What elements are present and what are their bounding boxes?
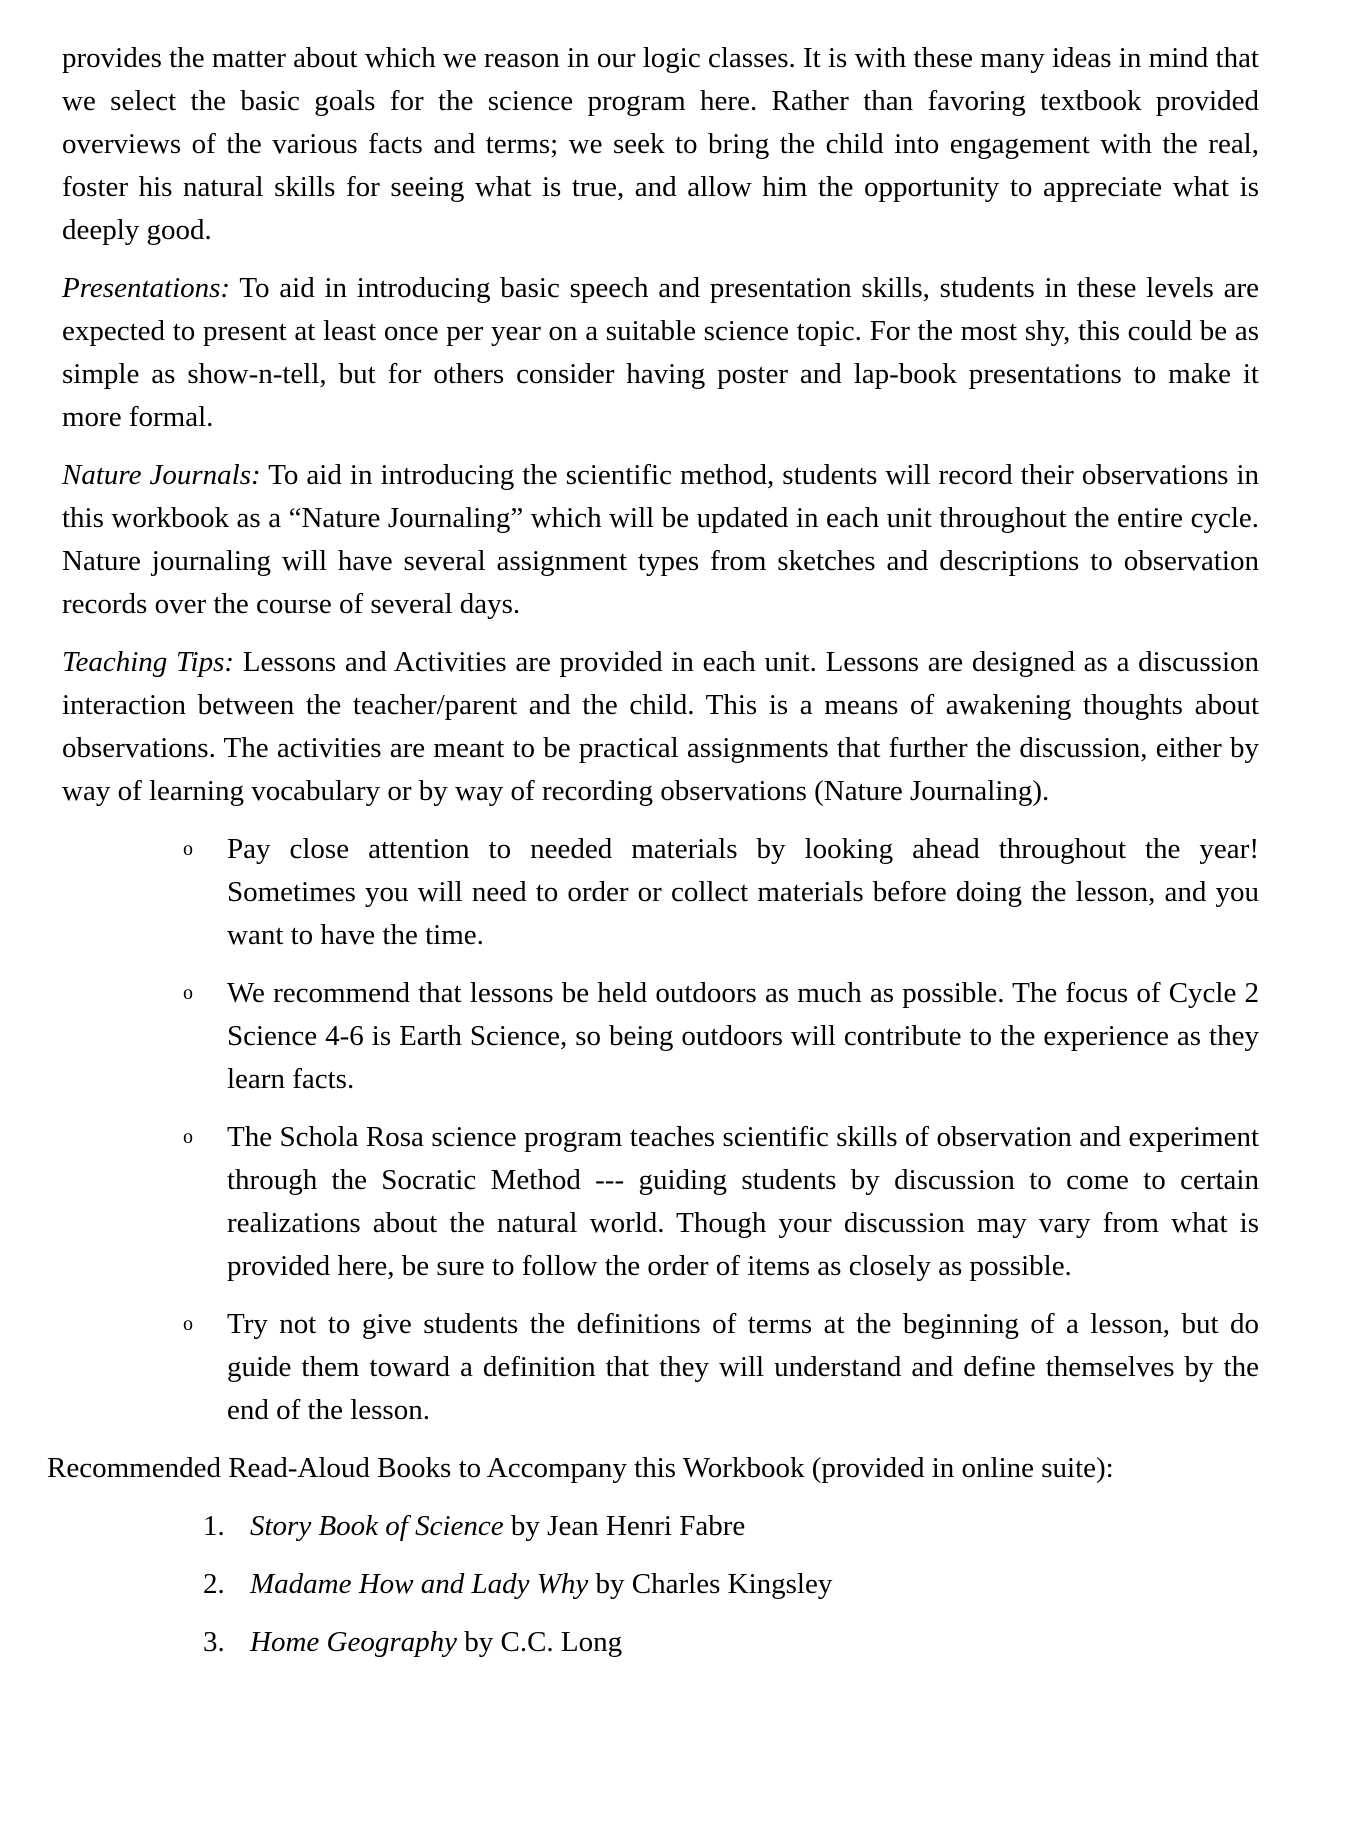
teaching-tips-heading: Teaching Tips: [62,646,235,678]
book-number: 2. [203,1568,225,1600]
presentations-paragraph [62,267,1267,439]
teaching-tips-list [62,828,1259,1432]
document-page [47,37,1267,1679]
tip-text: The Schola Rosa science program teaches scientific skills of observation and experiment through the Socratic Method --- guiding students by discussion to come to certain realizations about the natural world. Though your discussion may vary from what is provided here, be sure to follow the order of items as closely as possible. [227,1121,1259,1282]
book-author: by C.C. Long [456,1626,623,1658]
book-item [203,1621,1259,1664]
recommended-books-heading: Recommended Read-Aloud Books to Accompany this Workbook (provided in online suite): [47,1452,1114,1484]
book-number: 1. [203,1510,225,1542]
book-item [203,1563,1259,1606]
intro-paragraph [62,37,1259,252]
hollow-bullet-icon: o [183,1126,193,1148]
teaching-tips-paragraph [62,641,1259,813]
nature-journals-text: To aid in introducing the scientific method, students will record their observations in this workbook as a “Nature Journaling” which will be updated in each unit throughout the entire cycle. Nature journaling will have several assignment types from sketches and descriptions to observation records over the course of several days. [62,459,1259,620]
book-title: Madame How and Lady Why [250,1568,589,1600]
book-author: by Charles Kingsley [588,1568,833,1600]
presentations-text: To aid in introducing basic speech and presentation skills, students in these levels are expected to present at least once per year on a suitable science topic. For the most shy, this could be as simple as show-n-tell, but for others consider having poster and lap-book presentations to make it more formal. [62,272,1267,433]
list-item [183,972,1259,1101]
book-author: by Jean Henri Fabre [503,1510,746,1542]
tip-text: We recommend that lessons be held outdoors as much as possible. The focus of Cycle 2 Science 4-6 is Earth Science, so being outdoors will contribute to the experience as they learn facts. [227,977,1259,1095]
book-title: Story Book of Science [250,1510,504,1542]
list-item [183,1303,1259,1432]
book-item [203,1505,1259,1548]
list-item [183,828,1259,957]
teaching-tips-text: Lessons and Activities are provided in each unit. Lessons are designed as a discussion interaction between the teacher/parent and the child. This is a means of awakening thoughts about observations. The activities are meant to be practical assignments that further the discussion, either by way of learning vocabulary or by way of recording observations (Nature Journaling). [62,646,1260,807]
book-number: 3. [203,1626,225,1658]
tip-text: Try not to give students the definitions of terms at the beginning of a lesson, but do guide them toward a definition that they will understand and define themselves by the end of the lesson. [227,1308,1259,1426]
hollow-bullet-icon: o [183,838,193,860]
list-item [183,1116,1259,1288]
book-title: Home Geography [250,1626,457,1658]
presentations-heading: Presentations: [62,272,231,304]
hollow-bullet-icon: o [183,982,193,1004]
hollow-bullet-icon: o [183,1313,193,1335]
nature-journals-paragraph [62,454,1259,626]
tip-text: Pay close attention to needed materials by looking ahead throughout the year! Sometimes you will need to order or collect materials before doing the lesson, and you want to have the time. [227,833,1259,951]
nature-journals-heading: Nature Journals: [62,459,261,491]
intro-text: provides the matter about which we reason in our logic classes. It is with these many ideas in mind that we select the basic goals for the science program here. Rather than favoring textbook provided overviews of the various facts and terms; we seek to bring the child into engagement with the real, foster his natural skills for seeing what is true, and allow him the opportunity to appreciate what is deeply good. [62,42,1259,246]
recommended-books-list [62,1505,1259,1664]
